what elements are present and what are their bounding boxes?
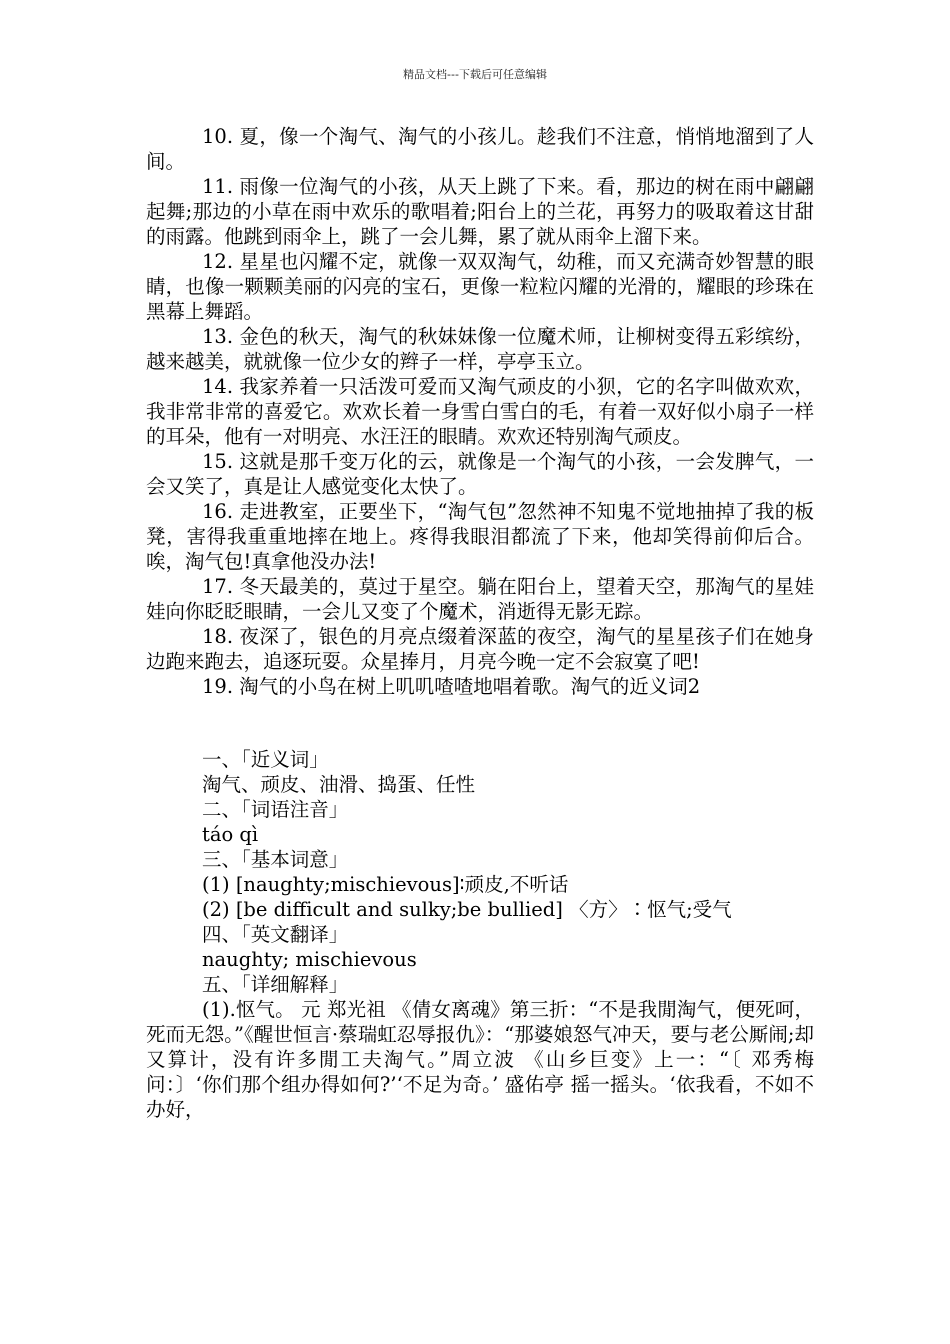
translation-heading: 四、「英文翻译」 — [202, 923, 349, 946]
synonyms-text: 淘气、顽皮、油滑、捣蛋、任性 — [202, 773, 476, 796]
document-body — [146, 124, 814, 1122]
meaning-heading: 三、「基本词意」 — [202, 848, 349, 871]
explanation-text: (1).怄气。 元 郑光祖 《倩女离魂》第三折：“不是我閒淘气，便死呵，死而无怨。”《醒世恒言·蔡瑞虹忍辱报仇》：“那婆娘怒气冲天，要与老公厮闹;却又算计，没有许多閒工夫淘气。”周立波 《山乡巨变》上一：“〔 邓秀梅 问：〕‘你们那个组办得如何?’‘不足为奇。’ 盛佑亭 摇一摇头。‘依我看，不如不办好， — [146, 998, 814, 1121]
paragraph-15: 15. 这就是那千变万化的云，就像是一个淘气的小孩，一会发脾气，一会又笑了，真是让人感觉变化太快了。 — [146, 450, 814, 498]
pinyin-heading: 二、「词语注音」 — [202, 798, 349, 821]
paragraph-17: 17. 冬天最美的，莫过于星空。躺在阳台上，望着天空，那淘气的星娃娃向你眨眨眼睛，一会儿又变了个魔术，消逝得无影无踪。 — [146, 575, 814, 623]
page-header: 精品文档---下载后可任意编辑 — [403, 68, 547, 81]
synonyms-heading: 一、「近义词」 — [202, 748, 329, 771]
paragraph-18: 18. 夜深了，银色的月亮点缀着深蓝的夜空，淘气的星星孩子们在她身边跑来跑去，追逐玩耍。众星捧月，月亮今晚一定不会寂寞了吧! — [146, 625, 814, 673]
paragraph-13: 13. 金色的秋天，淘气的秋妹妹像一位魔术师，让柳树变得五彩缤纷，越来越美，就就像一位少女的辫子一样，亭亭玉立。 — [146, 325, 814, 373]
paragraph-10: 10. 夏，像一个淘气、淘气的小孩儿。趁我们不注意，悄悄地溜到了人间。 — [146, 125, 814, 173]
translation-text: naughty; mischievous — [202, 948, 417, 971]
paragraph-16: 16. 走进教室，正要坐下，“淘气包”忽然神不知鬼不觉地抽掉了我的板凳，害得我重重地摔在地上。疼得我眼泪都流了下来，他却笑得前仰后合。唉，淘气包!真拿他没办法! — [146, 500, 814, 573]
paragraph-19: 19. 淘气的小鸟在树上叽叽喳喳地唱着歌。淘气的近义词2 — [202, 675, 701, 698]
meaning-item-1: (1) [naughty;mischievous]∶顽皮,不听话 — [202, 873, 569, 896]
pinyin-text: táo qì — [202, 823, 259, 846]
explanation-heading: 五、「详细解释」 — [202, 973, 349, 996]
meaning-item-2: (2) [be difficult and sulky;be bullied] 〈方〉∶怄气;受气 — [202, 898, 732, 921]
paragraph-11: 11. 雨像一位淘气的小孩，从天上跳了下来。看，那边的树在雨中翩翩起舞;那边的小草在雨中欢乐的歌唱着;阳台上的兰花，再努力的吸取着这甘甜的雨露。他跳到雨伞上，跳了一会儿舞，累了就从雨伞上溜下来。 — [146, 175, 814, 248]
paragraph-12: 12. 星星也闪耀不定，就像一双双淘气，幼稚，而又充满奇妙智慧的眼睛，也像一颗颗美丽的闪亮的宝石，更像一粒粒闪耀的光滑的，耀眼的珍珠在黑幕上舞蹈。 — [146, 250, 814, 323]
section-gap — [146, 699, 814, 747]
paragraph-14: 14. 我家养着一只活泼可爱而又淘气顽皮的小狈，它的名字叫做欢欢，我非常非常的喜爱它。欢欢长着一身雪白雪白的毛，有着一双好似小扇子一样的耳朵，他有一对明亮、水汪汪的眼睛。欢欢还特别淘气顽皮。 — [146, 375, 814, 448]
